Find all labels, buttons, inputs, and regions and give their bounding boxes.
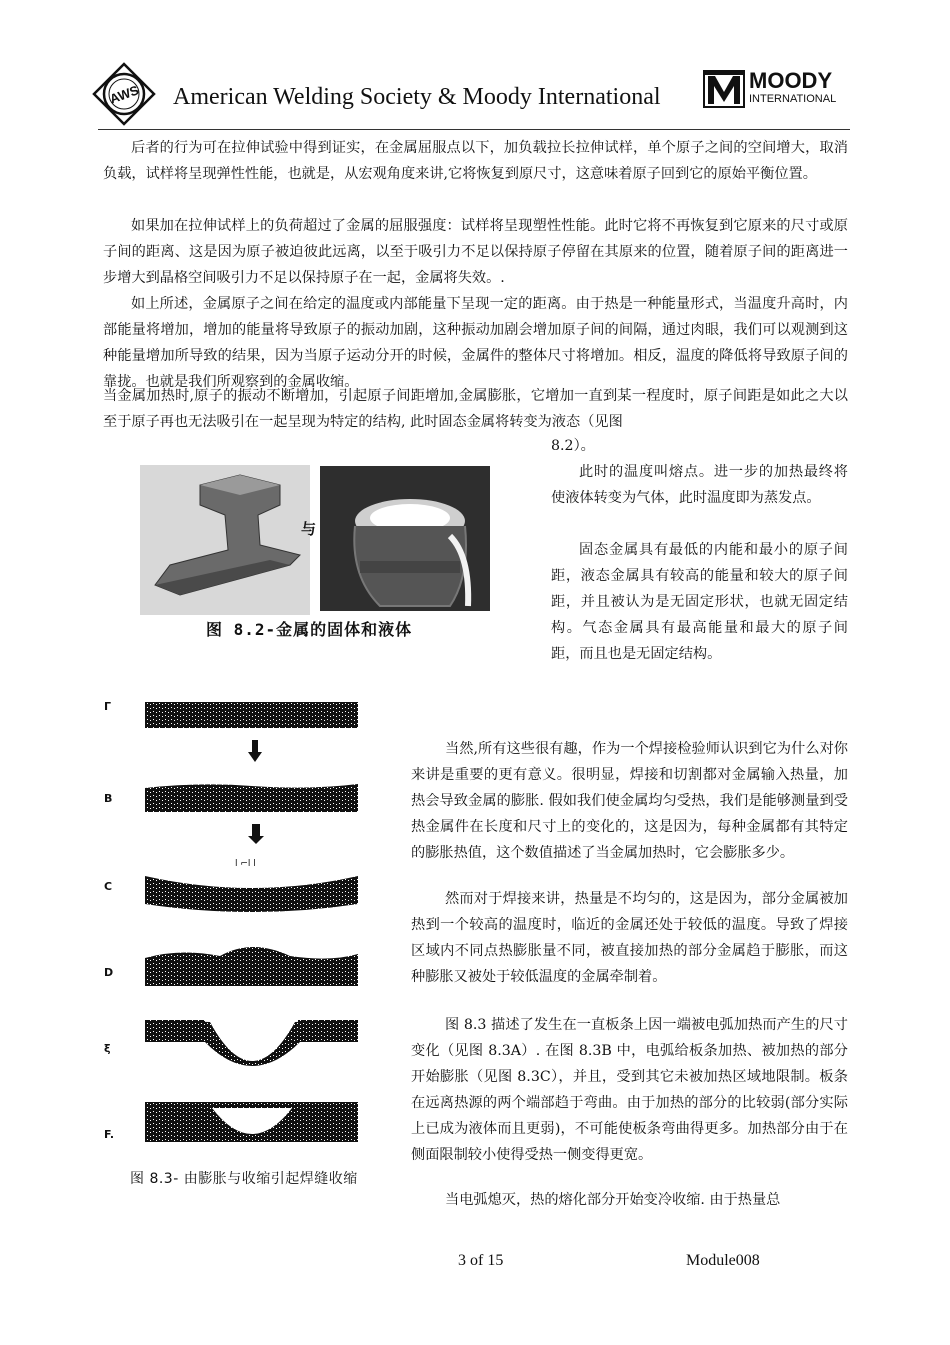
paragraph-elastic: 后者的行为可在拉伸试验中得到证实，在金属屈服点以下，加负载拉长拉伸试样，单个原子之间的空间增大，取消负载，试样将呈现弹性性能，也就是，从宏观角度来讲,它将恢复到原尺寸，这意味着原子回到它的原始平衡位置。 — [103, 140, 848, 182]
strip-d — [145, 947, 358, 986]
moody-subtitle: INTERNATIONAL — [749, 93, 837, 105]
page-number: 3 of 15 — [458, 1252, 504, 1269]
paragraph-heating: 当金属加热时,原子的振动不断增加，引起原子间距增加,金属膨胀，它增加一直到某一程度时，原子间距是如此之大以至于原子再也无法吸引在一起呈现为特定的结构, 此时固态金属将转变为液态（见图 — [103, 388, 848, 430]
figure-8-3-label-d: D — [104, 966, 114, 979]
aws-logo — [92, 62, 156, 126]
paragraph-melting-point: 此时的温度叫熔点。进一步的加热最终将使液体转变为气体，此时温度即为蒸发点。 — [551, 464, 848, 506]
electrode-c-icon — [248, 824, 264, 844]
paragraph-arc-extinguished: 当电弧熄灭，热的熔化部分开始变冷收缩. 由于热量总 — [445, 1192, 781, 1208]
header-title: American Welding Society & Moody International — [173, 84, 661, 110]
paragraph-atomic-distance: 如上所述，金属原子之间在给定的温度或内部能量下呈现一定的距离。由于热是一种能量形式，当温度升高时，内部能量将增加，增加的能量将导致原子的振动加剧，这种振动加剧会增加原子间的间隔，通过肉眼，我们可以观测到这种能量增加所导致的结果，因为当原子运动分开的时候，金属件的整体尺寸将增加。相反，温度的降低将导致原子间的靠拢。也就是我们所观察到的金属收缩。 — [103, 296, 848, 390]
figure-8-3-label-c: C — [104, 880, 113, 893]
moody-m-icon — [703, 68, 745, 110]
paragraph-figure-8-3: 图 8.3 描述了发生在一直板条上因一端被电弧加热而产生的尺寸变化（见图 8.3A）. 在图 8.3B 中，电弧给板条加热、被加热的部分开始膨胀（见图 8.3C），并且，受到其它未被加热区域地限制。板条在远离热源的两个端部趋于弯曲。由于加热的部分的比较弱(部分实际上已成为液体而且更弱)，不可能使板条弯曲得更多。加热部分由于在侧面限制较小使得受热一侧变得更宽。 — [411, 1017, 848, 1163]
header-divider — [98, 129, 850, 130]
figure-8-3-label-e: ξ — [104, 1042, 111, 1055]
figure-8-3-label-f: F. — [104, 1128, 115, 1141]
moody-logo — [703, 68, 837, 110]
module-label: Module008 — [686, 1252, 760, 1269]
aws-logo-text: AWS — [107, 82, 141, 107]
paragraph-nonuniform-heat: 然而对于焊接来讲，热量是不均匀的，这是因为，部分金属被加热到一个较高的温度时，临近的金属还处于较低的温度。导致了焊接区域内不同点热膨胀量不同，被直接加热的部分金属趋于膨胀，而这种膨胀又被处于较低温度的金属牵制着。 — [411, 891, 848, 985]
moody-name: MOODY — [749, 68, 833, 93]
electrode-b-icon — [248, 740, 262, 762]
strip-a — [145, 702, 358, 728]
figure-8-3-caption: 图 8.3- 由膨胀与收缩引起焊缝收缩 — [130, 1171, 358, 1187]
strip-b — [145, 784, 358, 812]
strip-c — [145, 876, 358, 912]
molten-metal-image — [320, 466, 490, 611]
paragraph-states: 固态金属具有最低的内能和最小的原子间距，液态金属具有较高的能量和较大的原子间距，并且被认为是无固定形状，也就无固定结构。气态金属具有最高能量和最大的原子间距，而且也是无固定结构。 — [551, 542, 848, 662]
svg-text:l ⌐l l: l ⌐l l — [235, 859, 256, 869]
weld-shrinkage-diagram — [140, 690, 365, 1165]
paragraph-inspector-importance: 当然,所有这些很有趣，作为一个焊接检验师认识到它为什么对你来讲是重要的更有意义。很明显，焊接和切割都对金属输入热量，加热会导致金属的膨胀. 假如我们使金属均匀受热，我们是能够测量到受热金属件在长度和尺寸上的变化的，这是因为，每种金属都有其特定的膨胀热值，这个数值描述了当金属加热时，它会膨胀多少。 — [411, 741, 848, 861]
paragraph-plastic: 如果加在拉伸试样上的负荷超过了金属的屈服强度：试样将呈现塑性性能。此时它将不再恢复到它原来的尺寸或原子间的距离、这是因为原子被迫彼此远离，以至于吸引力不足以保持原子停留在其原来的位置，随着原子间的距离进一步增大到晶格空间吸引力不足以保持原子在一起，金属将失效。. — [103, 218, 848, 286]
figure-connector: 与 — [301, 520, 317, 538]
figure-8-3-label-b: B — [104, 792, 113, 805]
paragraph-heating-tail: 8.2）。 — [551, 438, 595, 454]
solid-rail-image — [140, 465, 310, 615]
figure-8-2-caption: 图 8.2-金属的固体和液体 — [206, 620, 413, 639]
figure-8-3-label-a: Γ — [104, 700, 112, 713]
